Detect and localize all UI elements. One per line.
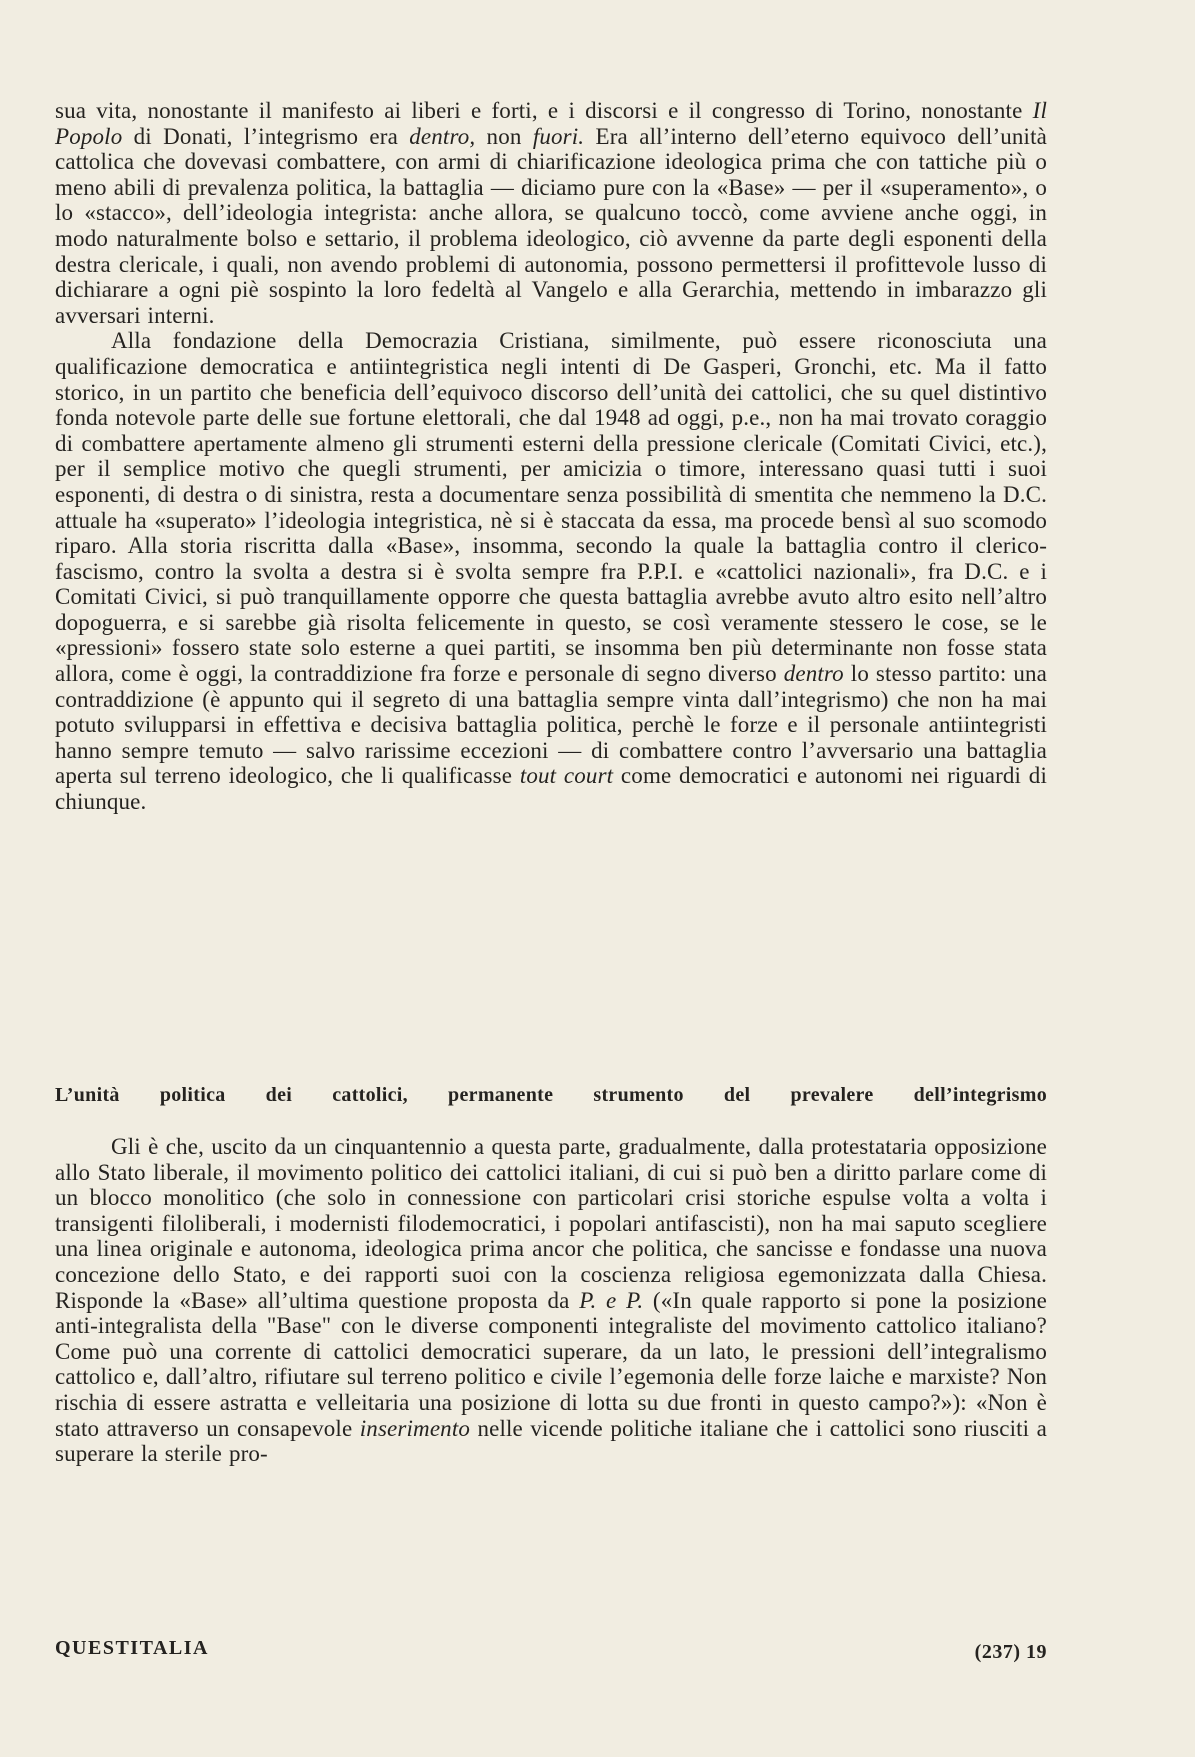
footer-journal-name: QUESTITALIA: [55, 1637, 209, 1659]
italic-run: dentro: [783, 661, 844, 687]
italic-run: Il Popolo: [55, 98, 1047, 149]
italic-run: dentro,: [409, 123, 476, 149]
paragraph-political-unity: Gli è che, uscito da un cinquantennio a questa parte, gradualmente, dalla protestataria opposizione allo Stato liberale, il movimento politico dei cattolici italiani, di cui si può ben a diritto parlare come di un blocco monolitico (che solo in connessione con particolari crisi storiche espulse volta a volta i transigenti filoliberali, i modernisti filodemocratici, i popolari antifascisti), non ha mai saputo scegliere una linea originale e autonoma, ideologica prima ancor che politica, che sancisse e fondasse una nuova concezione dello Stato, e dei rapporti suoi con la coscienza religiosa egemonizzata dalla Chiesa. Risponde la «Base» all’ultima questione proposta da P. e P. («In quale rapporto si pone la posizione anti-integralista della "Base" con le diverse componenti integraliste del movimento cattolico italiano? Come può una corrente di cattolici democratici superare, da un lato, le pressioni dell’integralismo cattolico e, dall’altro, rifiutare sul terreno politico e civile l’egemonia delle forze laiche e marxiste? Non rischia di essere astratta e velleitaria una posizione di lotta su due fronti in questo campo?»): «Non è stato attraverso un consapevole inserimento nelle vicende politiche italiane che i cattolici sono riusciti a superare la sterile pro-: [55, 1134, 1047, 1467]
italic-run: tout court: [519, 763, 614, 789]
text-block-bottom: [55, 1134, 1047, 1467]
italic-run: P. e P.: [579, 1287, 644, 1313]
italic-run: inserimento: [359, 1415, 471, 1441]
italic-run: fuori.: [532, 123, 585, 149]
text-block-top: [55, 98, 1047, 815]
footer-page-number: (237) 19: [974, 1641, 1047, 1663]
paragraph-dc-foundation: Alla fondazione della Democrazia Cristiana, similmente, può essere riconosciuta una qualificazione democratica e antiintegristica negli intenti di De Gasperi, Gronchi, etc. Ma il fatto storico, in un partito che beneficia dell’equivoco discorso dell’unità dei cattolici, che su quel distintivo fonda notevole parte delle sue fortune elettorali, che dal 1948 ad oggi, p.e., non ha mai trovato coraggio di combattere apertamente almeno gli strumenti esterni della pressione clericale (Comitati Civici, etc.), per il semplice motivo che quegli strumenti, per amicizia o timore, interessano quasi tutti i suoi esponenti, di destra o di sinistra, resta a documentare senza possibilità di smentita che nemmeno la D.C. attuale ha «superato» l’ideologia integristica, nè si è staccata da essa, ma procede bensì al suo scomodo riparo. Alla storia riscritta dalla «Base», insomma, secondo la quale la battaglia contro il clerico-fascismo, contro la svolta a destra si è svolta sempre fra P.P.I. e «cattolici nazionali», fra D.C. e i Comitati Civici, si può tranquillamente opporre che questa battaglia avrebbe avuto altro esito nell’altro dopoguerra, e si sarebbe già risolta felicemente in questo, se così veramente stessero le cose, se le «pressioni» fossero state solo esterne a quei partiti, se insomma ben più determinante non fosse stata allora, come è oggi, la contraddizione fra forze e personale di segno diverso dentro lo stesso partito: una contraddizione (è appunto qui il segreto di una battaglia sempre vinta dall’integrismo) che non ha mai potuto svilupparsi in effettiva e decisiva battaglia politica, perchè le forze e il personale antiintegristi hanno sempre temuto — salvo rarissime eccezioni — di combattere contro l’avversario una battaglia aperta sul terreno ideologico, che li qualificasse tout court come democratici e autonomi nei riguardi di chiunque.: [55, 328, 1048, 815]
paragraph-continuation: sua vita, nonostante il manifesto ai liberi e forti, e i discorsi e il congresso di Torino, nonostante Il Popolo di Donati, l’integrismo era dentro, non fuori. Era all’interno dell’eterno equivoco dell’unità cattolica che dovevasi combattere, con armi di chiarificazione ideologica prima che con tattiche più o meno abili di prevalenza politica, la battaglia — diciamo pure con la «Base» — per il «superamento», o lo «stacco», dell’ideologia integrista: anche allora, se qualcuno toccò, come avviene anche oggi, in modo naturalmente bolso e settario, il problema ideologico, ciò avvenne da parte degli esponenti della destra clericale, i quali, non avendo problemi di autonomia, possono permettersi il profittevole lusso di dichiarare a ogni piè sospinto la loro fedeltà al Vangelo e alla Gerarchia, mettendo in imbarazzo gli avversari interni.: [55, 98, 1047, 328]
section-heading: L’unità politica dei cattolici, permanente strumento del prevalere dell’integrismo: [55, 1084, 1047, 1106]
